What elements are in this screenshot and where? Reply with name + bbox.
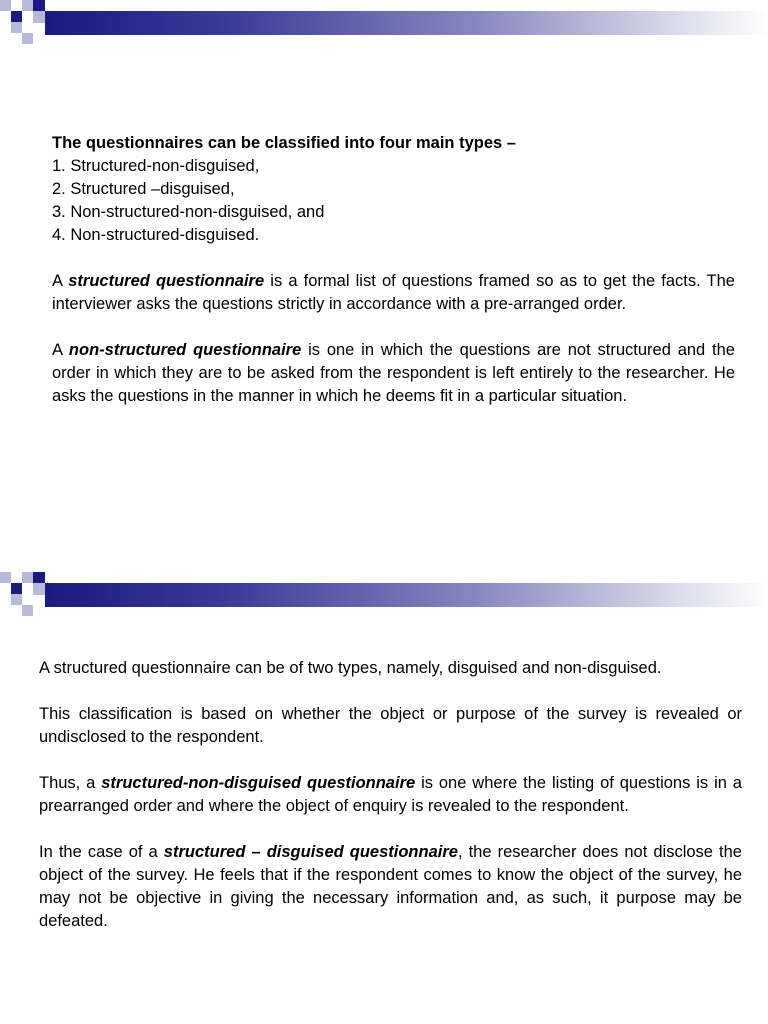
- decor-square: [33, 572, 45, 583]
- term-structured-non-disguised: structured-non-disguised questionnaire: [101, 774, 416, 792]
- slide-2-content: [39, 657, 742, 933]
- non-disguised-paragraph: Thus, a structured-non-disguised questionnaire is one where the listing of questions is in a prearranged order and where the object of enquiry is revealed to the respondent.: [39, 774, 742, 815]
- term-structured-questionnaire: structured questionnaire: [68, 272, 265, 290]
- decor-square: [22, 33, 33, 44]
- slide-1-content: [52, 132, 735, 408]
- decor-square: [11, 11, 22, 22]
- decor-square: [22, 0, 33, 11]
- decor-square: [33, 11, 45, 23]
- decor-square: [11, 594, 22, 605]
- term-non-structured-questionnaire: non-structured questionnaire: [68, 341, 302, 359]
- types-heading: The questionnaires can be classified into four main types –: [52, 134, 516, 152]
- banner-gradient-bar: [45, 583, 768, 607]
- decor-square: [22, 605, 33, 616]
- two-types-paragraph: A structured questionnaire can be of two types, namely, disguised and non-disguised.: [39, 659, 662, 677]
- classification-paragraph: This classification is based on whether the object or purpose of the survey is revealed or undisclosed to the respondent.: [39, 705, 742, 746]
- disguised-paragraph: In the case of a structured – disguised questionnaire, the researcher does not disclose the object of the survey. He feels that if the respondent comes to know the object of the survey, he may not be objective in giving the necessary information and, as such, it purpose may be defeated.: [39, 843, 742, 930]
- slide-banner: [0, 0, 768, 50]
- non-structured-definition: A non-structured questionnaire is one in which the questions are not structured and the order in which they are to be asked from the respondent is left entirely to the researcher. He asks the questions in the manner in which he deems fit in a particular situation.: [52, 341, 735, 405]
- decor-square: [22, 572, 33, 583]
- banner-gradient-bar: [45, 11, 768, 35]
- type-item: 2. Structured –disguised,: [52, 180, 235, 198]
- type-item: 3. Non-structured-non-disguised, and: [52, 203, 325, 221]
- slide-2: [0, 572, 768, 1024]
- term-structured-disguised: structured – disguised questionnaire: [163, 843, 458, 861]
- decor-square: [0, 572, 11, 583]
- type-item: 4. Non-structured-disguised.: [52, 226, 260, 244]
- decor-square: [11, 583, 22, 594]
- decor-square: [11, 22, 22, 33]
- structured-definition: A structured questionnaire is a formal list of questions framed so as to get the facts. The interviewer asks the questions strictly in accordance with a pre-arranged order.: [52, 272, 735, 313]
- decor-square: [0, 0, 11, 11]
- type-item: 1. Structured-non-disguised,: [52, 157, 260, 175]
- slide-banner: [0, 572, 768, 622]
- decor-square: [33, 0, 45, 11]
- decor-square: [33, 583, 45, 595]
